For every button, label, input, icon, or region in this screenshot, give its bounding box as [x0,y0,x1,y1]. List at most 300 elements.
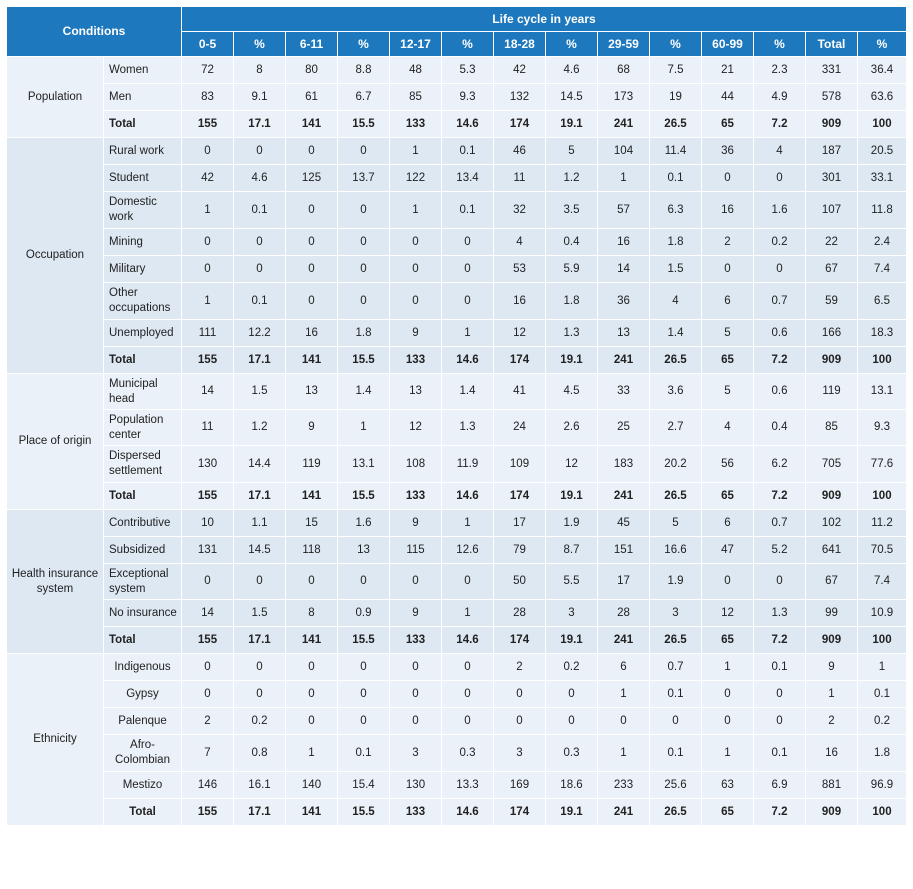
table-cell: 0 [702,681,754,708]
table-cell: 7.2 [754,799,806,826]
table-cell: 16 [598,229,650,256]
table-cell: 0.1 [442,192,494,229]
table-cell: 19 [650,84,702,111]
table-cell: 1.2 [546,165,598,192]
table-cell: 0 [286,654,338,681]
table-cell: 1.8 [650,229,702,256]
table-cell: 15.5 [338,799,390,826]
row-label: Total [104,483,182,510]
table-cell: 17.1 [234,347,286,374]
table-cell: 705 [806,446,858,483]
table-cell: 14 [598,256,650,283]
table-row [7,84,907,111]
table-cell: 1.6 [338,510,390,537]
table-cell: 102 [806,510,858,537]
table-cell: 8.8 [338,57,390,84]
table-row [7,654,907,681]
table-cell: 141 [286,483,338,510]
table-cell: 14 [182,374,234,410]
table-cell: 107 [806,192,858,229]
row-label: Domestic work [104,192,182,229]
table-row [7,320,907,347]
table-cell: 1.4 [338,374,390,410]
table-cell: 7.5 [650,57,702,84]
table-cell: 0 [390,681,442,708]
table-cell: 4 [494,229,546,256]
table-cell: 1 [182,192,234,229]
table-cell: 79 [494,537,546,564]
table-cell: 15.5 [338,483,390,510]
table-cell: 1.3 [754,600,806,627]
table-cell: 1.4 [442,374,494,410]
table-cell: 6.5 [858,283,907,320]
table-cell: 155 [182,483,234,510]
table-cell: 61 [286,84,338,111]
table-cell: 20.2 [650,446,702,483]
table-cell: 42 [182,165,234,192]
table-cell: 0.4 [546,229,598,256]
table-cell: 65 [702,347,754,374]
table-cell: 11 [182,410,234,446]
table-cell: 12 [702,600,754,627]
table-cell: 0 [182,138,234,165]
table-cell: 9 [390,510,442,537]
table-cell: 100 [858,483,907,510]
table-cell: 68 [598,57,650,84]
table-cell: 1 [442,510,494,537]
row-label: Women [104,57,182,84]
table-cell: 65 [702,627,754,654]
table-cell: 1.8 [546,283,598,320]
table-cell: 4 [702,410,754,446]
row-label: Total [104,799,182,826]
table-cell: 13.1 [858,374,907,410]
life-cycle-header: Life cycle in years [182,7,907,32]
table-cell: 155 [182,347,234,374]
table-cell: 0 [442,256,494,283]
table-cell: 19.1 [546,111,598,138]
table-cell: 111 [182,320,234,347]
table-cell: 22 [806,229,858,256]
table-cell: 133 [390,347,442,374]
table-cell: 1 [442,320,494,347]
row-label: Exceptional system [104,564,182,600]
table-cell: 12 [494,320,546,347]
table-cell: 0 [598,708,650,735]
table-cell: 14.6 [442,347,494,374]
table-cell: 48 [390,57,442,84]
total-row [7,799,907,826]
table-cell: 7.2 [754,483,806,510]
table-cell: 13 [286,374,338,410]
row-label: Municipal head [104,374,182,410]
table-cell: 133 [390,483,442,510]
table-cell: 10 [182,510,234,537]
table-cell: 28 [494,600,546,627]
table-cell: 9.1 [234,84,286,111]
table-cell: 0.2 [858,708,907,735]
table-cell: 0 [390,654,442,681]
table-cell: 17 [494,510,546,537]
total-row [7,111,907,138]
table-cell: 21 [702,57,754,84]
table-cell: 1.4 [650,320,702,347]
table-row [7,256,907,283]
column-header: % [650,32,702,57]
table-row [7,735,907,772]
table-cell: 0.7 [754,283,806,320]
row-label: Rural work [104,138,182,165]
table-cell: 4 [650,283,702,320]
table-cell: 174 [494,627,546,654]
table-cell: 1 [338,410,390,446]
table-cell: 0 [338,283,390,320]
column-header: 18-28 [494,32,546,57]
table-cell: 119 [286,446,338,483]
table-cell: 3.5 [546,192,598,229]
life-cycle-table [6,6,907,826]
table-cell: 0 [702,708,754,735]
table-cell: 0.2 [754,229,806,256]
table-cell: 0 [442,681,494,708]
table-cell: 1 [598,165,650,192]
table-cell: 0.1 [754,735,806,772]
table-cell: 174 [494,483,546,510]
column-header: 29-59 [598,32,650,57]
table-row [7,57,907,84]
conditions-header: Conditions [7,7,182,57]
table-cell: 100 [858,799,907,826]
table-cell: 26.5 [650,627,702,654]
table-cell: 3 [546,600,598,627]
table-row [7,138,907,165]
table-cell: 0.1 [234,192,286,229]
table-cell: 16.6 [650,537,702,564]
table-cell: 0 [754,708,806,735]
table-cell: 46 [494,138,546,165]
table-cell: 1 [390,138,442,165]
table-cell: 0 [286,192,338,229]
row-label: Total [104,347,182,374]
table-cell: 2 [806,708,858,735]
table-cell: 3 [650,600,702,627]
table-cell: 3.6 [650,374,702,410]
table-cell: 1.8 [338,320,390,347]
total-row [7,347,907,374]
row-label: Population center [104,410,182,446]
table-cell: 109 [494,446,546,483]
table-cell: 4 [754,138,806,165]
table-cell: 241 [598,347,650,374]
table-cell: 0 [390,256,442,283]
table-cell: 0 [442,654,494,681]
table-cell: 9.3 [858,410,907,446]
table-cell: 26.5 [650,799,702,826]
table-cell: 9.3 [442,84,494,111]
table-cell: 0.8 [234,735,286,772]
table-cell: 1.9 [546,510,598,537]
table-cell: 11.8 [858,192,907,229]
table-cell: 1 [598,681,650,708]
table-cell: 70.5 [858,537,907,564]
table-cell: 0 [182,229,234,256]
column-header: 12-17 [390,32,442,57]
table-cell: 5.2 [754,537,806,564]
table-row [7,510,907,537]
table-cell: 0.1 [442,138,494,165]
table-cell: 578 [806,84,858,111]
table-cell: 36.4 [858,57,907,84]
table-cell: 174 [494,347,546,374]
table-cell: 187 [806,138,858,165]
table-cell: 0 [338,138,390,165]
table-cell: 133 [390,799,442,826]
table-row [7,192,907,229]
table-row [7,708,907,735]
table-cell: 3 [390,735,442,772]
table-cell: 7.4 [858,564,907,600]
table-cell: 67 [806,256,858,283]
table-cell: 183 [598,446,650,483]
table-cell: 0 [442,564,494,600]
table-cell: 33 [598,374,650,410]
table-cell: 0 [286,283,338,320]
table-cell: 909 [806,799,858,826]
table-cell: 13 [338,537,390,564]
table-cell: 26.5 [650,111,702,138]
table-cell: 47 [702,537,754,564]
table-cell: 2 [702,229,754,256]
table-cell: 0 [702,256,754,283]
table-cell: 0 [182,654,234,681]
table-cell: 166 [806,320,858,347]
table-cell: 19.1 [546,627,598,654]
table-cell: 1.3 [442,410,494,446]
table-cell: 155 [182,111,234,138]
row-label: Other occupations [104,283,182,320]
table-cell: 63.6 [858,84,907,111]
table-cell: 4.5 [546,374,598,410]
table-cell: 14.5 [546,84,598,111]
table-cell: 0 [650,708,702,735]
table-cell: 32 [494,192,546,229]
table-cell: 72 [182,57,234,84]
row-label: Afro-Colombian [104,735,182,772]
table-cell: 0 [754,681,806,708]
table-cell: 45 [598,510,650,537]
table-cell: 13 [598,320,650,347]
table-cell: 130 [390,772,442,799]
table-cell: 0.6 [754,374,806,410]
table-cell: 5.5 [546,564,598,600]
table-cell: 17.1 [234,483,286,510]
table-cell: 130 [182,446,234,483]
row-label: Subsidized [104,537,182,564]
column-header: % [338,32,390,57]
table-cell: 6.9 [754,772,806,799]
table-cell: 1 [858,654,907,681]
table-cell: 5 [546,138,598,165]
table-cell: 42 [494,57,546,84]
table-cell: 36 [598,283,650,320]
table-cell: 11.2 [858,510,907,537]
table-cell: 4.6 [546,57,598,84]
category-label: Population [7,57,104,138]
table-cell: 1 [390,192,442,229]
column-header: % [858,32,907,57]
table-cell: 0 [442,229,494,256]
table-cell: 12 [390,410,442,446]
table-cell: 155 [182,799,234,826]
column-header: 60-99 [702,32,754,57]
row-label: Palenque [104,708,182,735]
table-cell: 12.2 [234,320,286,347]
table-cell: 17.1 [234,799,286,826]
table-cell: 1 [286,735,338,772]
table-header [7,7,907,57]
table-cell: 77.6 [858,446,907,483]
table-cell: 909 [806,483,858,510]
table-cell: 19.1 [546,483,598,510]
table-cell: 1.8 [858,735,907,772]
table-cell: 0 [494,681,546,708]
table-cell: 0 [234,256,286,283]
table-cell: 0.1 [858,681,907,708]
table-row [7,165,907,192]
table-cell: 36 [702,138,754,165]
table-row [7,772,907,799]
row-label: Total [104,111,182,138]
column-header: % [754,32,806,57]
table-cell: 26.5 [650,347,702,374]
table-cell: 119 [806,374,858,410]
table-cell: 17.1 [234,627,286,654]
table-cell: 151 [598,537,650,564]
table-cell: 19.1 [546,347,598,374]
table-cell: 50 [494,564,546,600]
column-header: 0-5 [182,32,234,57]
table-row [7,681,907,708]
table-cell: 131 [182,537,234,564]
table-cell: 14.5 [234,537,286,564]
column-header: Total [806,32,858,57]
column-header: % [442,32,494,57]
table-cell: 2.4 [858,229,907,256]
category-label: Occupation [7,138,104,374]
table-row [7,229,907,256]
table-cell: 26.5 [650,483,702,510]
table-cell: 1 [598,735,650,772]
table-cell: 19.1 [546,799,598,826]
table-cell: 0 [182,256,234,283]
table-cell: 241 [598,627,650,654]
table-cell: 0 [390,283,442,320]
table-cell: 6.2 [754,446,806,483]
row-label: Contributive [104,510,182,537]
table-cell: 0.3 [546,735,598,772]
table-cell: 9 [390,600,442,627]
column-header: 6-11 [286,32,338,57]
table-cell: 0 [234,681,286,708]
table-cell: 1.9 [650,564,702,600]
table-cell: 1 [442,600,494,627]
table-cell: 1.5 [234,374,286,410]
row-label: Total [104,627,182,654]
table-cell: 1.2 [234,410,286,446]
table-cell: 11 [494,165,546,192]
table-cell: 0.1 [650,681,702,708]
table-cell: 12.6 [442,537,494,564]
table-cell: 16 [286,320,338,347]
table-cell: 1.6 [754,192,806,229]
table-cell: 10.9 [858,600,907,627]
table-cell: 56 [702,446,754,483]
table-cell: 65 [702,111,754,138]
table-cell: 0 [338,256,390,283]
table-cell: 5 [702,320,754,347]
column-header: % [546,32,598,57]
row-label: Gypsy [104,681,182,708]
table-cell: 909 [806,627,858,654]
table-cell: 65 [702,483,754,510]
table-row [7,410,907,446]
table-cell: 8 [286,600,338,627]
table-cell: 80 [286,57,338,84]
table-cell: 881 [806,772,858,799]
table-cell: 0.6 [754,320,806,347]
table-cell: 0 [338,564,390,600]
table-cell: 100 [858,347,907,374]
table-cell: 0 [286,256,338,283]
table-cell: 122 [390,165,442,192]
table-cell: 17 [598,564,650,600]
table-cell: 25 [598,410,650,446]
table-cell: 0 [702,564,754,600]
table-cell: 0.2 [546,654,598,681]
table-cell: 7.2 [754,347,806,374]
table-cell: 16 [806,735,858,772]
table-cell: 141 [286,627,338,654]
table-cell: 0.4 [754,410,806,446]
table-cell: 0 [390,708,442,735]
table-cell: 174 [494,799,546,826]
table-cell: 0 [338,229,390,256]
table-cell: 6.3 [650,192,702,229]
table-cell: 1 [182,283,234,320]
table-cell: 6 [702,510,754,537]
table-cell: 0 [286,564,338,600]
table-cell: 100 [858,627,907,654]
row-label: Men [104,84,182,111]
table-cell: 5 [650,510,702,537]
table-cell: 15.5 [338,111,390,138]
table-cell: 173 [598,84,650,111]
table-cell: 14.4 [234,446,286,483]
table-cell: 0 [390,229,442,256]
table-cell: 13.3 [442,772,494,799]
table-cell: 59 [806,283,858,320]
table-cell: 14.6 [442,483,494,510]
table-cell: 141 [286,799,338,826]
table-cell: 33.1 [858,165,907,192]
table-cell: 13.4 [442,165,494,192]
table-cell: 0.2 [234,708,286,735]
table-cell: 25.6 [650,772,702,799]
row-label: Unemployed [104,320,182,347]
table-cell: 0 [286,229,338,256]
table-row [7,374,907,410]
table-cell: 174 [494,111,546,138]
